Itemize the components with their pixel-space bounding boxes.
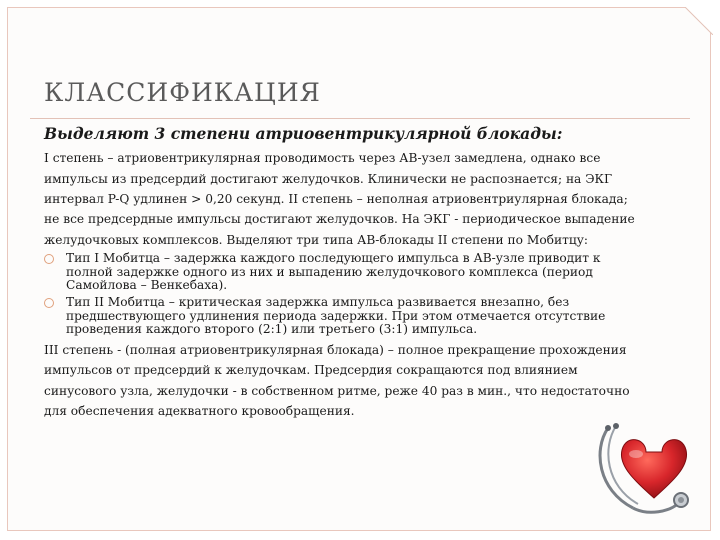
intro-paragraph: I степень – атриовентрикулярная проводимость через АВ-узел замедлена, однако все импульсы из предсердий достигают желудочков. Клинически не распознается; на ЭКГ интервал P-Q удлинен > 0,20 секунд. II степень – неполная атриовентриулярная блокада; не все предсердные импульсы достигают желудочков. На ЭКГ - периодическое выпадение желудочковых комплексов. Выделяют три типа АВ-блокады II степени по Мобитцу: — [44, 151, 635, 247]
bullet-text: Тип I Мобитца – задержка каждого последующего импульса в АВ-узле приводит к полной задержке одного из них и выпадению желудочкового комплекса (период Самойлова – Венкебаха). — [66, 251, 601, 293]
bullet-text: Тип II Мобитца – критическая задержка импульса развивается внезапно, без предшествующего удлинения периода задержки. При этом отмечается отсутствие проведения каждого второго (2:1) или третьего (3:1) импульса. — [66, 294, 606, 337]
circle-bullet-icon — [44, 254, 54, 264]
bullet-list — [44, 252, 644, 337]
title-divider — [30, 118, 690, 119]
slide-title: КЛАССИФИКАЦИЯ — [44, 78, 321, 107]
list-item — [44, 296, 644, 337]
closing-paragraph: III степень - (полная атриовентрикулярная блокада) – полное прекращение прохождения импульсов от предсердий к желудочкам. Предсердия сокращаются под влиянием синусового узла, желудочки - в собственном ритме, реже 40 раз в мин., что недостаточно для обеспечения адекватного кровообращения. — [44, 342, 630, 419]
slide-content — [44, 124, 644, 421]
list-item — [44, 252, 644, 293]
slide-subtitle: Выделяют 3 степени атриовентрикулярной блокады: — [44, 124, 563, 143]
heart-stethoscope-icon — [588, 420, 698, 520]
circle-bullet-icon — [44, 298, 54, 308]
page-corner-fold-icon — [685, 7, 713, 35]
